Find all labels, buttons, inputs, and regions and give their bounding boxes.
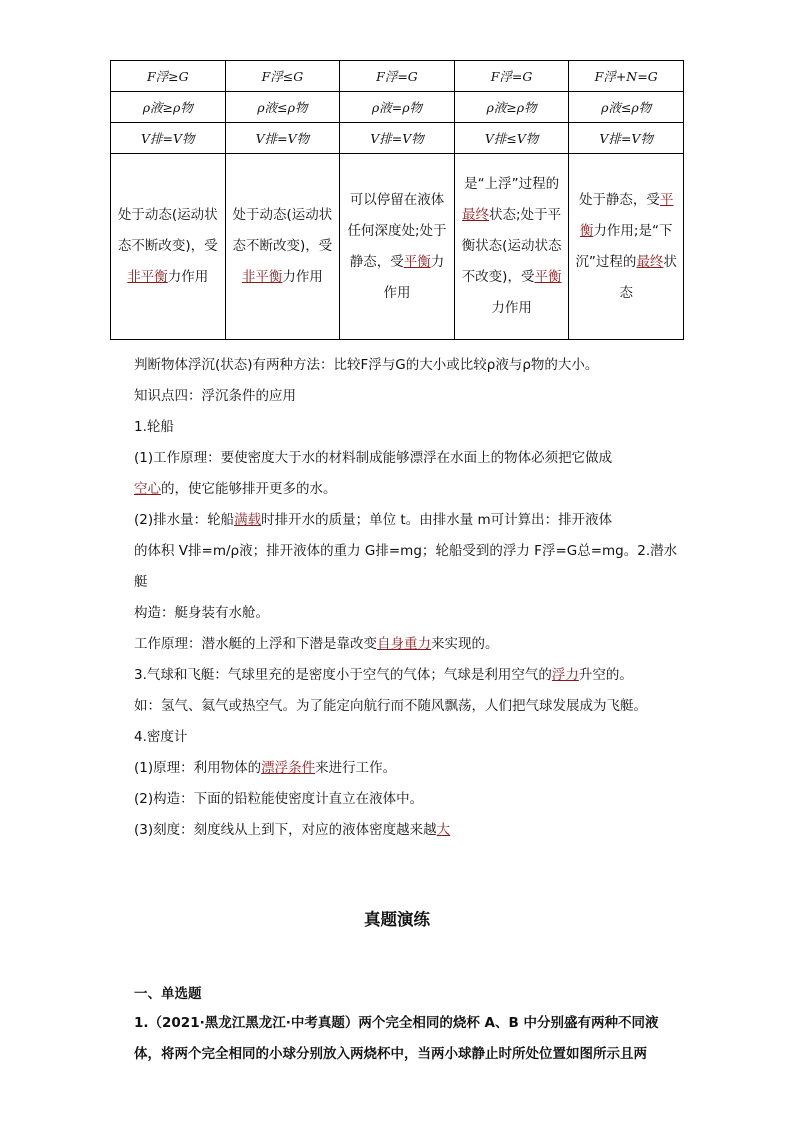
cell-text: 力作用 <box>491 300 532 316</box>
body-text: (3)刻度：刻度线从上到下，对应的液体密度越来越 <box>134 822 437 838</box>
cell-text: 处于动态(运动状态不断改变)，受 <box>232 207 333 254</box>
body-text: 来进行工作。 <box>315 760 397 776</box>
hydrometer-structure: (2)构造：下面的铅粒能使密度计直立在液体中。 <box>134 791 424 807</box>
body-text: 来实现的。 <box>431 636 499 652</box>
balloon-line1 <box>134 663 633 683</box>
table-cell: V排=V物 <box>225 123 340 154</box>
ship-principle-line1: (1)工作原理：要使密度大于水的材料制成能够漂浮在水面上的物体必须把它做成 <box>134 450 613 466</box>
table-row <box>111 123 684 154</box>
underlined-term: 平衡 <box>579 191 674 239</box>
section-title: 真题演练 <box>364 910 430 929</box>
question-1-line2: 体，将两个完全相同的小球分别放入两烧杯中，当两小球静止时所处位置如图所示且两 <box>134 1046 647 1062</box>
displacement-line3: 艇 <box>134 574 148 590</box>
cell-text: 力作用 <box>167 269 209 285</box>
table-cell: F浮=G <box>340 61 455 92</box>
displacement-line2: 的体积 V排=m/ρ液；排开液体的重力 G排=mg；轮船受到的浮力 F浮=G总=mg。2.潜水 <box>134 543 678 559</box>
table-row <box>111 154 684 340</box>
cell-text: 是“上浮”过程的 <box>464 176 560 192</box>
underlined-term: 最终 <box>636 253 664 270</box>
underlined-term: 满载 <box>234 512 262 528</box>
float-sink-table <box>110 60 684 340</box>
ship-heading: 1.轮船 <box>134 419 174 435</box>
table-cell: V排≤V物 <box>454 123 569 154</box>
underlined-term: 自身重力 <box>377 636 431 652</box>
table-cell <box>111 154 226 340</box>
hydrometer-heading: 4.密度计 <box>134 729 188 745</box>
table-cell: F浮+N=G <box>569 61 684 92</box>
submarine-principle <box>134 632 499 652</box>
body-text: 3.气球和飞艇：气球里充的是密度小于空气的气体；气球是利用空气的 <box>134 667 552 683</box>
table-row <box>111 61 684 92</box>
underlined-term: 非平衡 <box>241 269 283 285</box>
question-type-heading: 一、单选题 <box>134 986 202 1002</box>
table-cell <box>454 154 569 340</box>
table-cell: V排=V物 <box>340 123 455 154</box>
table-cell <box>340 154 455 340</box>
table-cell: ρ液≤ρ物 <box>569 92 684 123</box>
underlined-term: 非平衡 <box>127 269 168 285</box>
question-1-line1: 1.（2021·黑龙江黑龙江·中考真题）两个完全相同的烧杯 A、B 中分别盛有两种不同液 <box>134 1015 659 1031</box>
underlined-term: 最终 <box>462 207 490 223</box>
table-cell: F浮=G <box>454 61 569 92</box>
underlined-term: 漂浮条件 <box>261 760 316 776</box>
cell-text: 力作用 <box>282 269 323 285</box>
cell-text: 力作用;是“下沉”过程的 <box>575 222 673 270</box>
displacement-line1 <box>134 508 612 528</box>
cell-text: 可以停留在液体任何深度处;处于静态，受 <box>347 191 447 270</box>
table-cell: F浮≥G <box>111 61 226 92</box>
body-text: 的，使它能够排开更多的水。 <box>161 481 337 497</box>
body-text: 升空的。 <box>578 667 633 683</box>
table-row <box>111 92 684 123</box>
balloon-line2: 如：氢气、氦气或热空气。为了能定向航行而不随风飘荡，人们把气球发展成为飞艇。 <box>134 698 647 714</box>
underlined-term: 大 <box>436 822 451 838</box>
table-cell: ρ液=ρ物 <box>340 92 455 123</box>
table-cell <box>569 154 684 340</box>
table-cell: V排=V物 <box>111 123 226 154</box>
underlined-term: 浮力 <box>551 667 579 683</box>
body-text: (1)原理：利用物体的 <box>134 760 262 776</box>
knowledge-point-heading: 知识点四：浮沉条件的应用 <box>134 388 296 404</box>
hydrometer-scale <box>134 818 450 838</box>
underlined-term: 平衡 <box>534 269 562 285</box>
body-text: 工作原理：潜水艇的上浮和下潜是靠改变 <box>134 636 377 652</box>
cell-text: 力作用 <box>383 253 445 301</box>
body-text: 时排开水的质量；单位 t。由排水量 m可计算出：排开液体 <box>261 512 613 528</box>
cell-text: 处于动态(运动状态不断改变)，受 <box>117 207 218 254</box>
table-cell <box>225 154 340 340</box>
cell-text: 处于静态，受 <box>578 191 660 208</box>
cell-text: 状态;处于平衡状态(运动状态不改变)，受 <box>461 207 562 285</box>
submarine-structure: 构造：艇身装有水舱。 <box>134 605 269 621</box>
table-cell: ρ液≤ρ物 <box>225 92 340 123</box>
judge-method-text: 判断物体浮沉(状态)有两种方法：比较F浮与G的大小或比较ρ液与ρ物的大小。 <box>134 357 599 373</box>
body-text: (2)排水量：轮船 <box>134 512 235 528</box>
table-cell: V排=V物 <box>569 123 684 154</box>
table-cell: ρ液≥ρ物 <box>111 92 226 123</box>
cell-text: 状态 <box>619 253 677 301</box>
underlined-term: 平衡 <box>403 253 431 270</box>
ship-principle-line2 <box>134 477 337 497</box>
hydrometer-principle <box>134 756 396 776</box>
underlined-term: 空心 <box>134 481 161 497</box>
table-cell: F浮≤G <box>225 61 340 92</box>
table-cell: ρ液≥ρ物 <box>454 92 569 123</box>
